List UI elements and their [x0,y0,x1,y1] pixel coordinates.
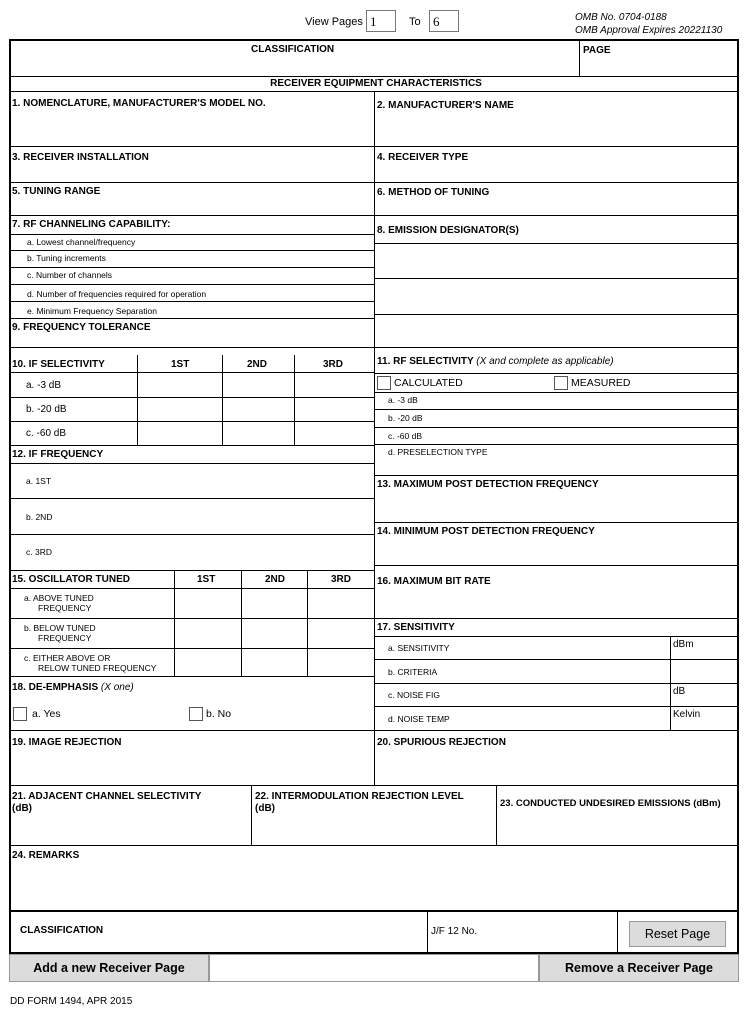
field-11a-label: a. -3 dB [388,395,418,405]
field-7d-label: d. Number of frequencies required for operation [27,289,207,299]
field-10c-label: c. -60 dB [26,428,67,439]
field-10b-label: b. -20 dB [26,404,67,415]
field-12b-label: b. 2ND [26,512,53,522]
field-17c-label: c. NOISE FIG [388,690,440,700]
field-3-label: 3. RECEIVER INSTALLATION [12,152,149,163]
field-17-label: 17. SENSITIVITY [377,622,455,633]
omb-number: OMB No. 0704-0188 [575,12,667,23]
field-15-col-3rd: 3RD [331,574,352,585]
page-to-input[interactable]: 6 [429,10,459,32]
field-10a-label: a. -3 dB [26,380,62,391]
omb-expiration: OMB Approval Expires 20221130 [575,25,723,36]
field-7c-label: c. Number of channels [27,270,113,280]
measured-checkbox[interactable] [554,376,568,390]
field-19-label: 19. IMAGE REJECTION [12,737,122,748]
section-title: RECEIVER EQUIPMENT CHARACTERISTICS [270,78,482,89]
field-14-label: 14. MINIMUM POST DETECTION FREQUENCY [377,526,595,537]
field-15-label: 15. OSCILLATOR TUNED [12,574,130,585]
field-15-col-1st: 1ST [197,574,216,585]
field-24-label: 24. REMARKS [12,850,80,861]
field-17a-label: a. SENSITIVITY [388,643,450,653]
jf12-label: J/F 12 No. [431,926,478,937]
field-15-col-2nd: 2ND [265,574,286,585]
field-7e-label: e. Minimum Frequency Separation [27,306,157,316]
field-15b-label-line2: FREQUENCY [38,633,92,643]
field-11-label [377,356,614,367]
to-label: To [409,16,421,28]
field-11b-label: b. -20 dB [388,413,423,423]
field-22-label-line2: (dB) [255,803,275,814]
field-4-label: 4. RECEIVER TYPE [377,152,469,163]
field-18-title: 18. DE-EMPHASIS [12,682,99,693]
field-21-label-line2: (dB) [12,803,32,814]
field-22-label-line1: 22. INTERMODULATION REJECTION LEVEL [255,791,464,802]
field-17a-unit: dBm [673,639,694,650]
field-15a-label-line2: FREQUENCY [38,603,92,613]
field-11-title: 11. RF SELECTIVITY [377,356,474,367]
field-12a-label: a. 1ST [26,476,52,486]
action-bar-spacer [209,954,539,982]
field-6-label: 6. METHOD OF TUNING [377,187,490,198]
measured-label: MEASURED [571,377,631,389]
field-12-label: 12. IF FREQUENCY [12,449,104,460]
page-label: PAGE [583,45,611,56]
field-12c-label: c. 3RD [26,547,52,557]
add-receiver-page-button[interactable]: Add a new Receiver Page [9,954,209,982]
field-1-label: 1. NOMENCLATURE, MANUFACTURER'S MODEL NO. [12,98,266,109]
remove-receiver-page-button[interactable]: Remove a Receiver Page [539,954,739,982]
form-identifier: DD FORM 1494, APR 2015 [10,996,133,1007]
field-2-label: 2. MANUFACTURER'S NAME [377,100,514,111]
classification-bottom-label: CLASSIFICATION [20,925,104,936]
field-9-label: 9. FREQUENCY TOLERANCE [12,322,151,333]
field-15a-label-line1: a. ABOVE TUNED [24,593,94,603]
field-15c-label-line2: RELOW TUNED FREQUENCY [38,663,157,673]
field-21-label-line1: 21. ADJACENT CHANNEL SELECTIVITY [12,791,202,802]
field-20-label: 20. SPURIOUS REJECTION [377,737,506,748]
field-7-label: 7. RF CHANNELING CAPABILITY: [12,219,171,230]
field-10-col-2nd: 2ND [247,359,268,370]
field-17c-unit: dB [673,686,686,697]
field-10-col-1st: 1ST [171,359,190,370]
classification-top-label: CLASSIFICATION [251,44,335,55]
view-pages-label: View Pages [305,16,363,28]
field-11c-label: c. -60 dB [388,431,423,441]
field-11d-label: d. PRESELECTION TYPE [388,447,488,457]
calculated-checkbox[interactable] [377,376,391,390]
field-10-label: 10. IF SELECTIVITY [12,359,105,370]
field-7b-label: b. Tuning increments [27,253,106,263]
field-15c-label-line1: c. EITHER ABOVE OR [24,653,111,663]
field-16-label: 16. MAXIMUM BIT RATE [377,576,491,587]
field-17d-unit: Kelvin [673,709,701,720]
de-emphasis-yes-checkbox[interactable] [13,707,27,721]
page-from-input[interactable]: 1 [366,10,396,32]
field-17b-label: b. CRITERIA [388,667,438,677]
field-7a-label: a. Lowest channel/frequency [27,237,136,247]
reset-page-button[interactable]: Reset Page [629,921,726,947]
field-18-note: (X one) [100,682,134,693]
calculated-label: CALCULATED [394,377,463,389]
field-13-label: 13. MAXIMUM POST DETECTION FREQUENCY [377,479,599,490]
de-emphasis-no-label: b. No [206,708,232,720]
field-23-label: 23. CONDUCTED UNDESIRED EMISSIONS (dBm) [500,798,721,809]
field-15b-label-line1: b. BELOW TUNED [24,623,96,633]
field-11-note: (X and complete as applicable) [476,356,614,367]
de-emphasis-yes-label: a. Yes [32,708,61,720]
field-8-label: 8. EMISSION DESIGNATOR(S) [377,225,519,236]
field-10-col-3rd: 3RD [323,359,344,370]
field-18-label [12,682,134,693]
field-17d-label: d. NOISE TEMP [388,714,450,724]
field-5-label: 5. TUNING RANGE [12,186,101,197]
de-emphasis-no-checkbox[interactable] [189,707,203,721]
